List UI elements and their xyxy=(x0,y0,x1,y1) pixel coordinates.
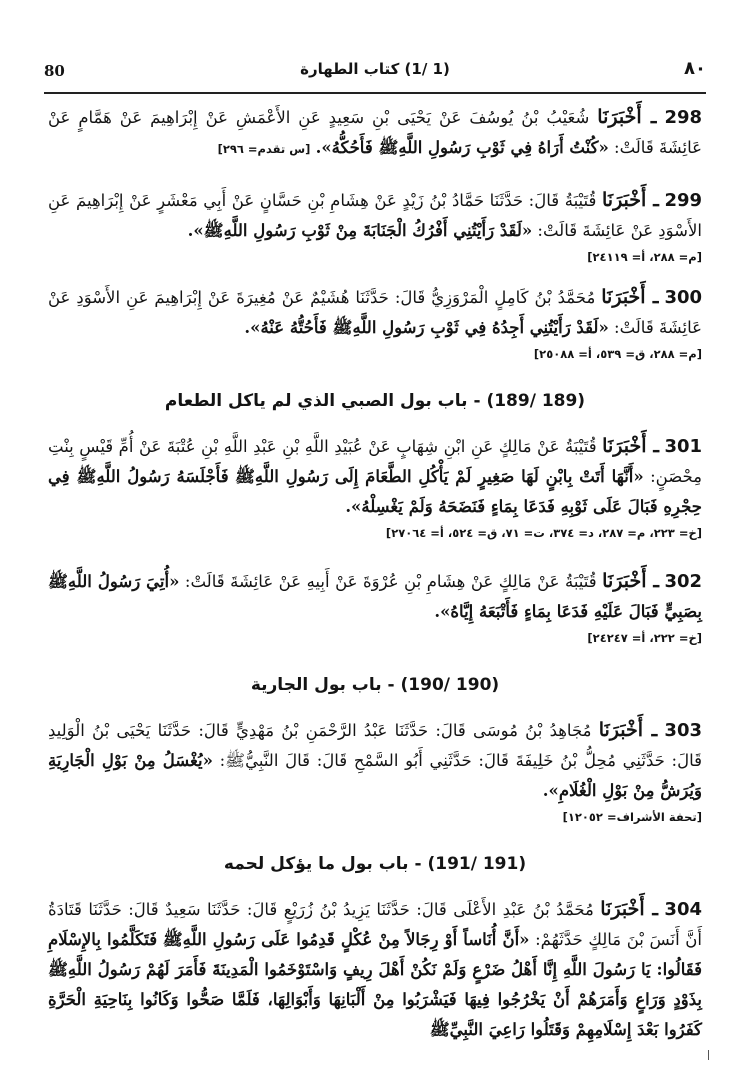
hadith-quote-continued: بِصَبِيٍّ فَبَالَ عَلَيْهِ فَدَعَا بِمَاءٍ فَأَتْبَعَهُ إِيَّاهُ». xyxy=(434,602,702,621)
hadith-number: 299 xyxy=(664,190,703,211)
page-header xyxy=(44,58,706,86)
hadith-isnad: مُجَاهِدُ بْنُ مُوسَى قَالَ: حَدَّثَنَا عَبْدُ الرَّحْمَنِ بْنُ مَهْدِيٍّ قَالَ: حَدَّثَنَا يَحْيَى بْنُ الْوَلِيدِ قَالَ: حَدَّثَنِي مُحِلُّ بْنُ خَلِيفَةَ قَالَ: حَدَّثَنِي أَبُو السَّمْحِ قَالَ: قَالَ النَّبِيُّﷺ: xyxy=(48,721,703,770)
margin-mark xyxy=(708,1050,709,1060)
header-rule xyxy=(44,92,706,94)
hadith-isnad: قُتَيْبَةُ قَالَ: حَدَّثَنَا حَمَّادُ بْنُ زَيْدٍ عَنْ هِشَامِ بْنِ حَسَّانٍ عَنْ أَبِي مَعْشَرٍ عَنْ إِبْرَاهِيمَ عَنِ الأَسْوَدِ عَنْ عَائِشَةَ قَالَتْ: xyxy=(48,191,702,240)
hadith-quote: «أَنَّ أُنَاساً أَوْ رِجَالاً مِنْ عُكْلٍ قَدِمُوا عَلَى رَسُولِ اللَّهِﷺ xyxy=(162,930,530,949)
hadith-entry xyxy=(48,894,702,1045)
hadith-quote: «لَقَدْ رَأَيْتُنِي أَجِدُهُ فِي ثَوْبِ رَسُولِ اللَّهِﷺ فَأَحُتُّهُ عَنْهُ». xyxy=(244,318,609,337)
hadith-quote: «يُغْسَلُ مِنْ بَوْلِ الْجَارِيَةِ وَيُرَشُّ مِنْ بَوْلِ الْغُلَامِ». xyxy=(48,751,702,800)
hadith-entry xyxy=(48,715,702,828)
chapter-heading xyxy=(48,671,702,699)
chapter-title: - باب بول الجارية xyxy=(250,675,395,695)
hadith-isnad: قُتَيْبَةُ عَنْ مَالِكٍ عَنْ هِشَامِ بْنِ عُرْوَةَ عَنْ أَبِيهِ عَنْ عَائِشَةَ قَالَتْ: xyxy=(184,572,597,591)
hadith-quote: «كُنْتُ أَرَاهُ فِي ثَوْبِ رَسُولِ اللَّهِﷺ فَأَحُكُّهُ». xyxy=(315,138,609,157)
hadith-quote-continued: فَتَكَلَّمُوا بِالإِسْلَامِ فَقَالُوا: يَا رَسُولَ اللَّهِ إِنَّا أَهْلُ ضَرْعٍ وَلَمْ نَكُنْ أَهْلَ رِيفٍ وَاسْتَوْخَمُوا الْمَدِينَةَ فَأَمَرَ لَهُمْ رَسُولُ اللَّهِﷺ بِذَوْدٍ وَرَاعٍ وَأَمَرَهُمْ أَنْ يَخْرُجُوا فِيهَا فَيَشْرَبُوا مِنْ أَلْبَانِهَا وَأَبْوَالِهَا، فَلَمَّا صَحُّوا وَكَانُوا بِنَاحِيَةِ الْحَرَّةِ كَفَرُوا بَعْدَ إِسْلَامِهِمْ وَقَتَلُوا رَاعِيَ النَّبِيِّﷺ xyxy=(48,930,702,1039)
page-body xyxy=(48,102,702,1067)
hadith-lead: ـ أَخْبَرَنَا xyxy=(602,435,659,457)
hadith-lead: ـ أَخْبَرَنَا xyxy=(598,719,658,741)
hadith-reference: [م= ٢٨٨، ق= ٥٣٩، أ= ٢٥٠٨٨] xyxy=(533,347,702,361)
hadith-reference: [خ= ٢٢٣، م= ٢٨٧، د= ٣٧٤، ت= ٧١، ق= ٥٢٤، أ= ٢٧٠٦٤] xyxy=(385,526,702,540)
hadith-lead: ـ أَخْبَرَنَا xyxy=(602,570,659,592)
chapter-title: - باب بول ما يؤكل لحمه xyxy=(223,854,422,874)
hadith-quote: «أَنَّهَا أَتَتْ بِابْنٍ لَهَا صَغِيرٍ لَمْ يَأْكُلِ الطَّعَامَ إِلَى رَسُولِ اللَّهِﷺ xyxy=(235,467,644,486)
hadith-reference: [س تقدم= ٢٩٦] xyxy=(217,142,311,156)
hadith-quote-continued: فَأَجْلَسَهُ رَسُولُ اللَّهِﷺ فِي حِجْرِهِ فَبَالَ عَلَى ثَوْبِهِ فَدَعَا بِمَاءٍ فَنَضَحَهُ وَلَمْ يَغْسِلْهُ». xyxy=(48,467,702,516)
hadith-number: 302 xyxy=(664,571,703,592)
hadith-lead: ـ أَخْبَرَنَا xyxy=(600,898,658,920)
hadith-entry xyxy=(48,185,702,268)
hadith-isnad: مُحَمَّدُ بْنُ كَامِلٍ الْمَرْوَزِيُّ قَالَ: حَدَّثَنَا هُشَيْمٌ عَنْ مُغِيرَةَ عَنْ إِبْرَاهِيمَ عَنِ الأَسْوَدِ عَنْ عَائِشَةَ قَالَتْ: xyxy=(48,288,702,337)
hadith-isnad: قُتَيْبَةُ عَنْ مَالِكٍ عَنِ ابْنِ شِهَابٍ عَنْ عُبَيْدِ اللَّهِ بْنِ عَبْدِ اللَّهِ بْنِ عُتْبَةَ عَنْ أُمِّ قَيْسٍ بِنْتِ مِحْصَنٍ: xyxy=(48,437,702,486)
hadith-isnad: مُحَمَّدُ بْنُ عَبْدِ الأَعْلَى قَالَ: حَدَّثَنَا يَزِيدُ بْنُ زُرَيْعٍ قَالَ: حَدَّثَنَا سَعِيدٌ قَالَ: حَدَّثَنَا قَتَادَةُ أَنَّ أَنَسَ بْنَ مَالِكٍ حَدَّثَهُمْ: xyxy=(48,900,703,949)
hadith-reference: [خ= ٢٢٢، أ= ٢٤٢٤٧] xyxy=(587,631,702,645)
hadith-number: 300 xyxy=(664,287,703,308)
hadith-entry xyxy=(48,282,702,365)
hadith-entry xyxy=(48,102,702,163)
hadith-quote: «أُتِيَ رَسُولُ اللَّهِﷺ xyxy=(48,572,180,591)
hadith-number: 301 xyxy=(664,436,703,457)
hadith-lead: ـ أَخْبَرَنَا xyxy=(601,286,659,308)
hadith-number: 304 xyxy=(664,899,702,920)
chapter-number: (191/ 191) xyxy=(427,854,527,874)
hadith-reference: [م= ٢٨٨، أ= ٢٤١١٩] xyxy=(587,250,702,264)
page-number-latin: 80 xyxy=(44,62,65,80)
chapter-number: (190/ 190) xyxy=(400,675,500,695)
hadith-lead: ـ أَخْبَرَنَا xyxy=(597,106,657,128)
chapter-number: (189/ 189) xyxy=(486,391,586,411)
chapter-heading xyxy=(48,387,702,415)
chapter-heading xyxy=(48,850,702,878)
hadith-number: 298 xyxy=(664,107,703,128)
hadith-reference: [تحفة الأشراف= ١٢٠٥٢] xyxy=(562,810,702,824)
hadith-isnad: شُعَيْبُ بْنُ يُوسُفَ عَنْ يَحْيَى بْنِ سَعِيدٍ عَنِ الأَعْمَشِ عَنْ إِبْرَاهِيمَ عَنْ هَمَّامٍ عَنْ عَائِشَةَ قَالَتْ: xyxy=(48,108,702,157)
hadith-lead: ـ أَخْبَرَنَا xyxy=(602,189,659,211)
running-title: (1 /1) كتاب الطهارة xyxy=(300,60,450,78)
hadith-entry xyxy=(48,566,702,649)
page-number-arabic: ٨٠ xyxy=(684,58,706,79)
hadith-quote: «لَقَدْ رَأَيْتُنِي أَفْرُكُ الْجَنَابَةَ مِنْ ثَوْبِ رَسُولِ اللَّهِﷺ». xyxy=(187,221,533,240)
chapter-title: - باب بول الصبي الذي لم ياكل الطعام xyxy=(164,391,481,411)
hadith-entry xyxy=(48,431,702,544)
hadith-number: 303 xyxy=(664,720,702,741)
